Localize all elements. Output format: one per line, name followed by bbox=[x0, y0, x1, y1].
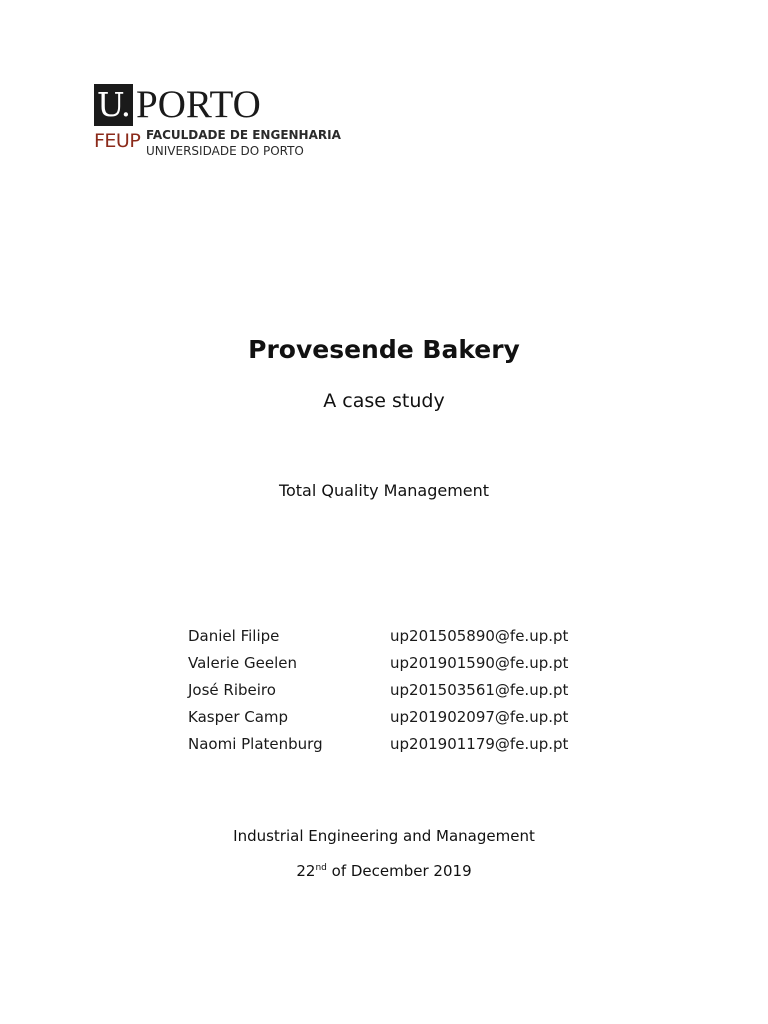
document-date bbox=[0, 860, 768, 882]
author-row bbox=[188, 651, 608, 678]
porto-wordmark: PORTO bbox=[136, 83, 261, 126]
author-email: up201901590@fe.up.pt bbox=[390, 654, 569, 672]
author-name: Valerie Geelen bbox=[188, 654, 297, 672]
course-name: Total Quality Management bbox=[278, 481, 490, 500]
university-logo bbox=[94, 83, 341, 164]
author-list bbox=[188, 624, 608, 759]
feup-wordmark: FEUP bbox=[94, 130, 141, 152]
department-name: Industrial Engineering and Management bbox=[233, 827, 535, 845]
u-logo-mark: U. bbox=[94, 84, 133, 126]
author-name: José Ribeiro bbox=[188, 681, 276, 699]
author-row bbox=[188, 678, 608, 705]
date-rest: of December 2019 bbox=[326, 862, 472, 880]
university-name: UNIVERSIDADE DO PORTO bbox=[146, 144, 304, 158]
document-subtitle: A case study bbox=[323, 390, 445, 412]
author-row bbox=[188, 624, 608, 651]
date-suffix: nd bbox=[315, 863, 327, 873]
date-day: 22 bbox=[296, 862, 316, 880]
author-row bbox=[188, 705, 608, 732]
author-name: Daniel Filipe bbox=[188, 627, 280, 645]
author-name: Kasper Camp bbox=[188, 708, 289, 726]
author-email: up201503561@fe.up.pt bbox=[390, 681, 569, 699]
author-email: up201901179@fe.up.pt bbox=[390, 735, 569, 753]
document-title: Provesende Bakery bbox=[248, 335, 520, 364]
author-name: Naomi Platenburg bbox=[188, 735, 323, 753]
faculty-name: FACULDADE DE ENGENHARIA bbox=[146, 128, 341, 142]
author-email: up201902097@fe.up.pt bbox=[390, 708, 569, 726]
author-row bbox=[188, 732, 608, 759]
author-email: up201505890@fe.up.pt bbox=[390, 627, 569, 645]
